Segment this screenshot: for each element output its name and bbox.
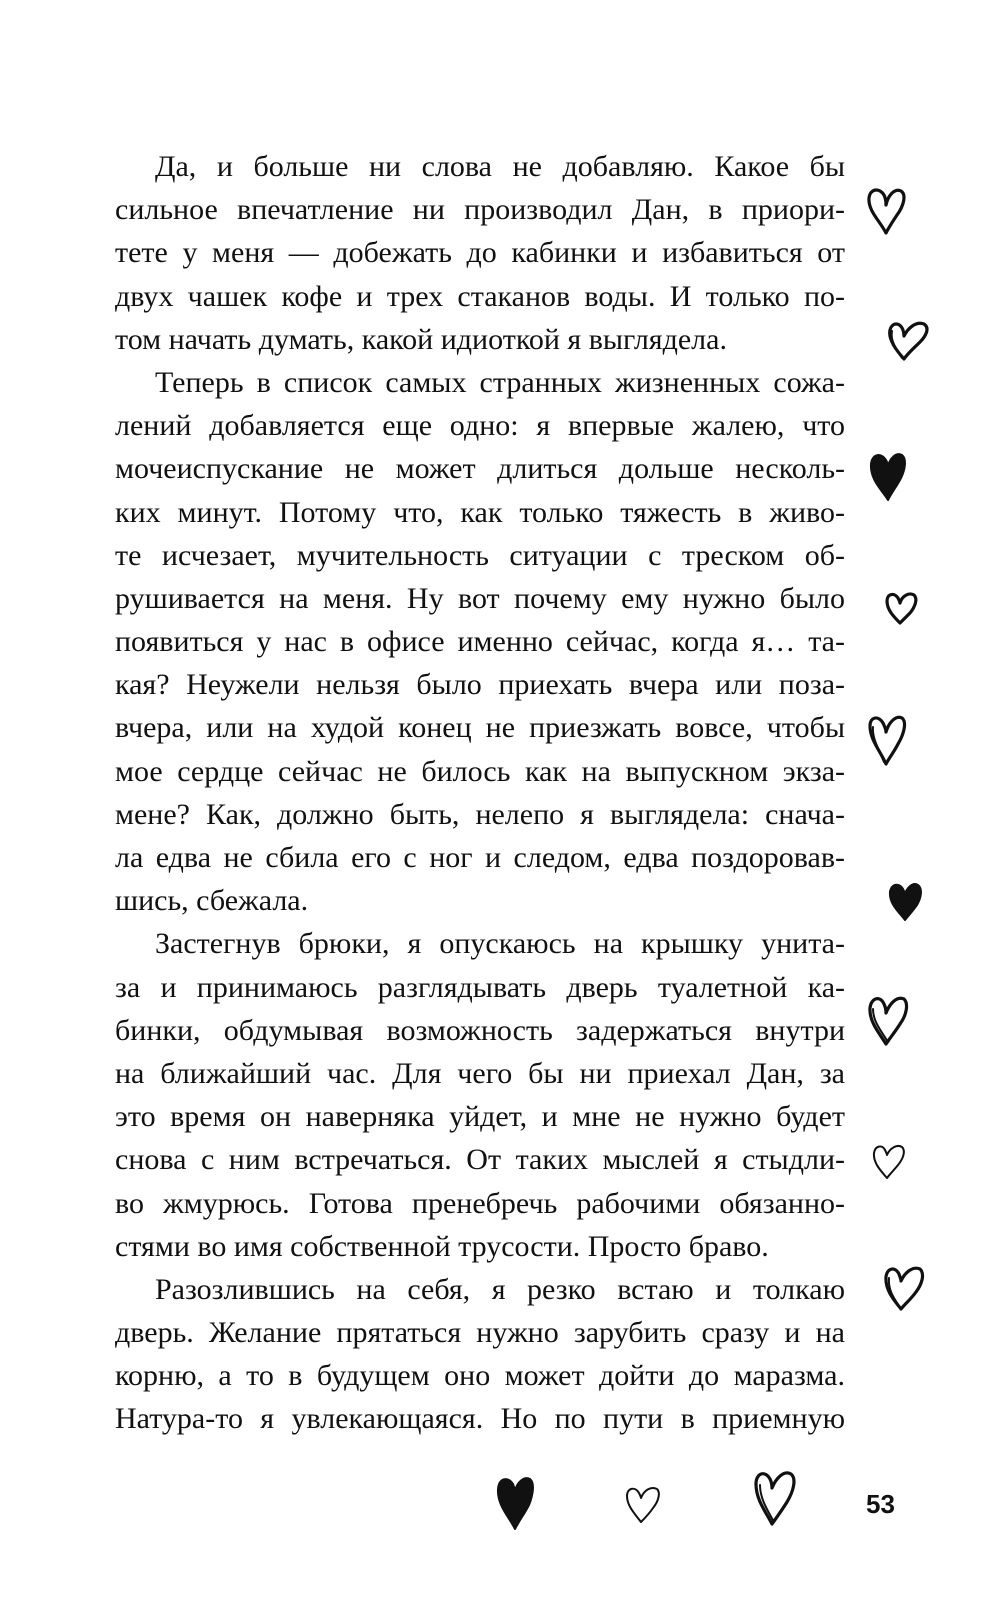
text-line: во жмурюсь. Готова пренебречь рабочими обязанно- <box>115 1186 845 1220</box>
text-line: появиться у нас в офисе именно сейчас, когда я… та- <box>115 625 845 659</box>
text-line: Теперь в список самых странных жизненных сожа- <box>155 365 845 399</box>
paragraph-2 <box>115 361 845 922</box>
heart-filled-icon <box>868 450 906 502</box>
text-line: бинки, обдумывая возможность задержаться внутри <box>115 1013 845 1047</box>
text-line: те исчезает, мучительность ситуации с треском об- <box>115 538 845 572</box>
text-line: сильное впечатление ни производил Дан, в приори- <box>115 193 845 227</box>
paragraph-4 <box>115 1268 845 1441</box>
text-line: тете у меня — добежать до кабинки и избавиться от <box>115 236 845 270</box>
heart-filled-icon <box>887 880 923 922</box>
heart-outline-icon <box>884 590 918 626</box>
text-line: ла едва не сбила его с ног и следом, едва поздоровав- <box>115 841 845 874</box>
text-line: ких минут. Потому что, как только тяжесть в живо- <box>115 495 845 529</box>
heart-outline-icon <box>866 712 908 768</box>
text-line: дверь. Желание прятаться нужно зарубить сразу и на <box>115 1316 845 1350</box>
text-line: на ближайший час. Для чего бы ни приехал Дан, за <box>115 1056 845 1090</box>
heart-outline-icon <box>882 1262 926 1312</box>
heart-filled-icon <box>495 1473 535 1531</box>
page-number: 53 <box>866 1489 895 1519</box>
heart-outline-icon <box>752 1466 798 1528</box>
heart-outline-icon <box>866 992 910 1048</box>
text-line: Застегнув брюки, я опускаюсь на крышку унита- <box>155 927 845 961</box>
text-line: это время он наверняка уйдет, и мне не нужно будет <box>115 1100 845 1134</box>
paragraph-1 <box>115 145 845 361</box>
text-line: вчера, или на худой конец не приезжать вовсе, чтобы <box>115 711 845 745</box>
text-line: корню, а то в будущем оно может дойти до маразма. <box>115 1359 845 1393</box>
text-line: за и принимаюсь разглядывать дверь туалетной ка- <box>115 970 845 1004</box>
heart-outline-icon <box>865 185 907 237</box>
text-line: лений добавляется еще одно: я впервые жалею, что <box>115 409 845 443</box>
text-line: мочеиспускание не может длиться дольше несколь- <box>115 452 845 486</box>
text-line: шись, сбежала. <box>115 884 309 918</box>
text-line: том начать думать, какой идиоткой я выглядела. <box>115 322 727 356</box>
text-line: Натура-то я увлекающаяся. Но по пути в приемную <box>115 1402 845 1436</box>
heart-outline-icon <box>624 1483 662 1525</box>
text-line: мое сердце сейчас не билось как на выпускном экза- <box>115 754 845 788</box>
text-line: кая? Неужели нельзя было приехать вчера или поза- <box>115 668 845 702</box>
heart-outline-icon <box>871 1141 907 1181</box>
text-line: стями во имя собственной трусости. Просто браво. <box>115 1229 769 1263</box>
heart-outline-icon <box>886 318 930 362</box>
paragraph-3 <box>115 922 845 1268</box>
text-line: мене? Как, должно быть, нелепо я выглядела: снача- <box>115 797 845 831</box>
text-line: Да, и больше ни слова не добавляю. Какое бы <box>155 150 845 183</box>
text-line: снова с ним встречаться. От таких мыслей я стыдли- <box>115 1143 845 1177</box>
page-text <box>115 145 845 1441</box>
text-line: Разозлившись на себя, я резко встаю и толкаю <box>155 1272 845 1306</box>
text-line: рушивается на меня. Ну вот почему ему нужно было <box>115 581 845 615</box>
text-line: двух чашек кофе и трех стаканов воды. И только по- <box>115 279 845 313</box>
